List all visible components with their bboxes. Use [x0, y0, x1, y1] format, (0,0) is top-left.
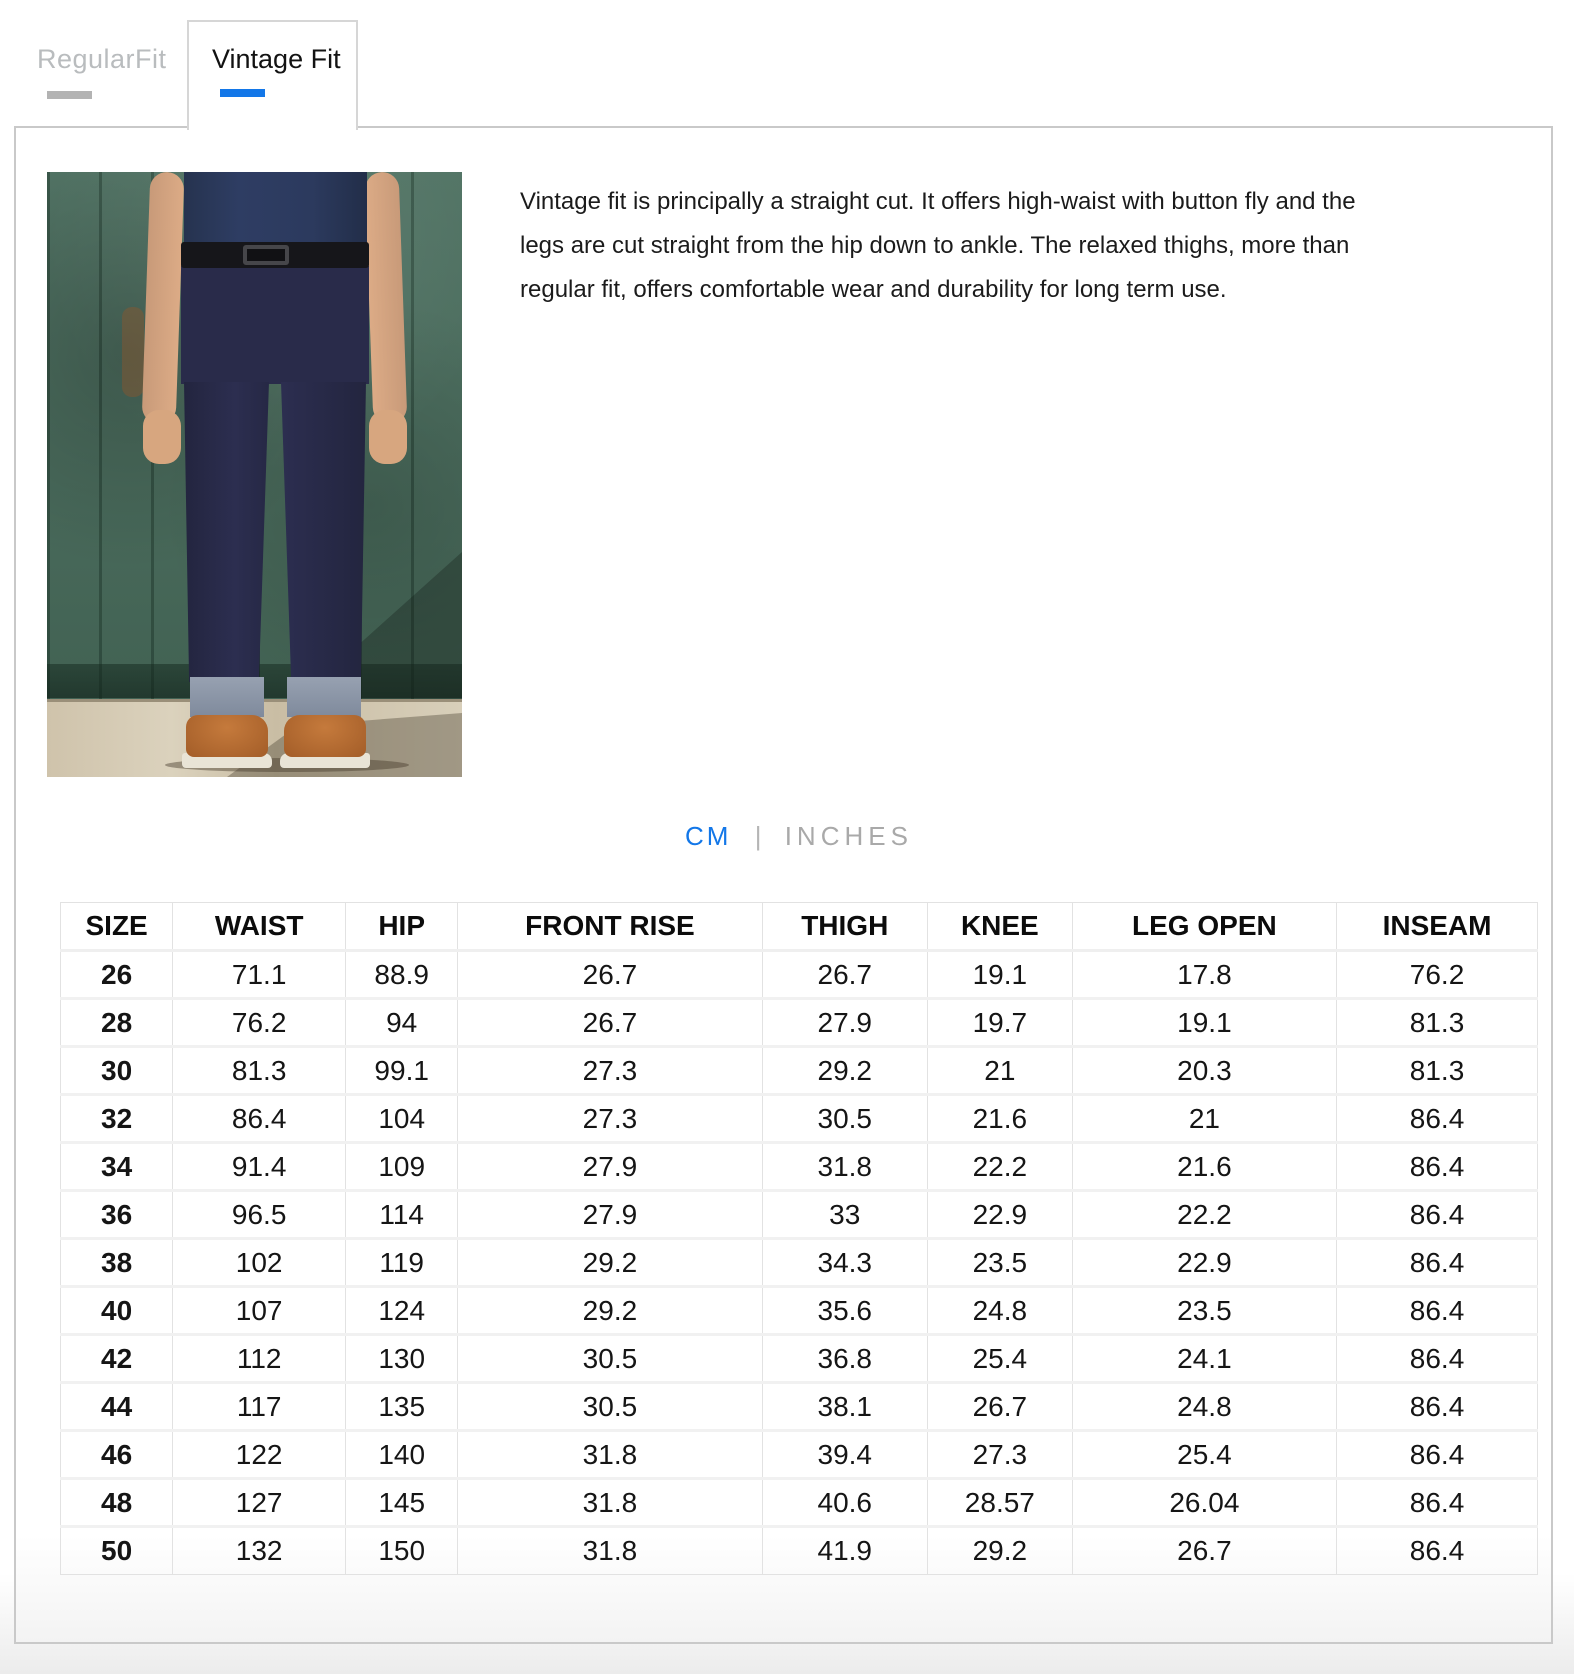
right-boot — [284, 715, 366, 757]
measurement-cell: 86.4 — [1337, 1239, 1538, 1287]
measurement-cell: 107 — [173, 1287, 346, 1335]
measurement-cell: 109 — [346, 1143, 458, 1191]
measurement-cell: 33 — [762, 1191, 927, 1239]
measurement-cell: 24.8 — [927, 1287, 1072, 1335]
tab-regular-fit-underline — [47, 91, 92, 99]
size-cell: 40 — [61, 1287, 173, 1335]
measurement-cell: 150 — [346, 1527, 458, 1575]
measurement-cell: 29.2 — [762, 1047, 927, 1095]
size-chart-table — [60, 902, 1538, 1575]
column-header: INSEAM — [1337, 903, 1538, 951]
tab-regular-fit-label: RegularFit — [37, 44, 167, 74]
measurement-cell: 117 — [173, 1383, 346, 1431]
tab-vintage-fit[interactable] — [187, 20, 358, 130]
size-cell: 32 — [61, 1095, 173, 1143]
table-row — [61, 1095, 1538, 1143]
table-row — [61, 1431, 1538, 1479]
measurement-cell: 71.1 — [173, 951, 346, 999]
measurement-cell: 81.3 — [173, 1047, 346, 1095]
column-header: THIGH — [762, 903, 927, 951]
measurement-cell: 38.1 — [762, 1383, 927, 1431]
measurement-cell: 22.2 — [927, 1143, 1072, 1191]
table-row — [61, 951, 1538, 999]
measurement-cell: 26.7 — [458, 999, 762, 1047]
measurement-cell: 24.8 — [1072, 1383, 1336, 1431]
measurement-cell: 122 — [173, 1431, 346, 1479]
measurement-cell: 30.5 — [762, 1095, 927, 1143]
measurement-cell: 17.8 — [1072, 951, 1336, 999]
measurement-cell: 34.3 — [762, 1239, 927, 1287]
model-left-hand — [143, 410, 181, 464]
measurement-cell: 86.4 — [1337, 1287, 1538, 1335]
table-row — [61, 1383, 1538, 1431]
measurement-cell: 26.7 — [762, 951, 927, 999]
right-cuff — [287, 677, 361, 717]
table-row — [61, 999, 1538, 1047]
measurement-cell: 86.4 — [1337, 1191, 1538, 1239]
measurement-cell: 132 — [173, 1527, 346, 1575]
table-header-row — [61, 903, 1538, 951]
measurement-cell: 27.3 — [458, 1047, 762, 1095]
size-cell: 42 — [61, 1335, 173, 1383]
measurement-cell: 31.8 — [762, 1143, 927, 1191]
size-cell: 26 — [61, 951, 173, 999]
vintage-fit-panel — [14, 126, 1553, 1644]
column-header: WAIST — [173, 903, 346, 951]
measurement-cell: 28.57 — [927, 1479, 1072, 1527]
measurement-cell: 86.4 — [1337, 1527, 1538, 1575]
measurement-cell: 27.9 — [458, 1143, 762, 1191]
jeans-right-leg — [281, 382, 366, 682]
measurement-cell: 19.1 — [927, 951, 1072, 999]
fit-description — [520, 172, 1356, 777]
measurement-cell: 27.9 — [762, 999, 927, 1047]
measurement-cell: 26.04 — [1072, 1479, 1336, 1527]
unit-toggle — [47, 821, 1551, 852]
measurement-cell: 22.2 — [1072, 1191, 1336, 1239]
measurement-cell: 81.3 — [1337, 1047, 1538, 1095]
measurement-cell: 22.9 — [927, 1191, 1072, 1239]
measurement-cell: 27.3 — [458, 1095, 762, 1143]
column-header: HIP — [346, 903, 458, 951]
measurement-cell: 86.4 — [173, 1095, 346, 1143]
measurement-cell: 29.2 — [927, 1527, 1072, 1575]
size-cell: 28 — [61, 999, 173, 1047]
left-cuff — [190, 677, 264, 717]
measurement-cell: 99.1 — [346, 1047, 458, 1095]
measurement-cell: 130 — [346, 1335, 458, 1383]
measurement-cell: 31.8 — [458, 1431, 762, 1479]
measurement-cell: 24.1 — [1072, 1335, 1336, 1383]
navy-tshirt — [184, 172, 367, 252]
rust-patch — [122, 307, 144, 397]
column-header: FRONT RISE — [458, 903, 762, 951]
measurement-cell: 96.5 — [173, 1191, 346, 1239]
measurement-cell: 114 — [346, 1191, 458, 1239]
fit-photo — [47, 172, 462, 777]
measurement-cell: 86.4 — [1337, 1335, 1538, 1383]
measurement-cell: 19.7 — [927, 999, 1072, 1047]
measurement-cell: 145 — [346, 1479, 458, 1527]
measurement-cell: 22.9 — [1072, 1239, 1336, 1287]
measurement-cell: 26.7 — [458, 951, 762, 999]
tab-regular-fit[interactable] — [37, 44, 167, 99]
measurement-cell: 20.3 — [1072, 1047, 1336, 1095]
jeans-left-leg — [184, 382, 269, 682]
measurement-cell: 127 — [173, 1479, 346, 1527]
size-cell: 44 — [61, 1383, 173, 1431]
unit-cm-option[interactable]: CM — [685, 821, 732, 851]
measurement-cell: 23.5 — [927, 1239, 1072, 1287]
table-row — [61, 1143, 1538, 1191]
measurement-cell: 27.3 — [927, 1431, 1072, 1479]
measurement-cell: 25.4 — [1072, 1431, 1336, 1479]
measurement-cell: 86.4 — [1337, 1479, 1538, 1527]
fit-description-line: regular fit, offers comfortable wear and durability for long term use. — [520, 276, 1227, 303]
measurement-cell: 112 — [173, 1335, 346, 1383]
measurement-cell: 86.4 — [1337, 1431, 1538, 1479]
measurement-cell: 76.2 — [1337, 951, 1538, 999]
table-row — [61, 1239, 1538, 1287]
jeans-hip — [181, 266, 369, 384]
size-cell: 48 — [61, 1479, 173, 1527]
model-right-hand — [369, 410, 407, 464]
measurement-cell: 27.9 — [458, 1191, 762, 1239]
table-row — [61, 1527, 1538, 1575]
measurement-cell: 119 — [346, 1239, 458, 1287]
measurement-cell: 26.7 — [1072, 1527, 1336, 1575]
table-row — [61, 1479, 1538, 1527]
measurement-cell: 86.4 — [1337, 1095, 1538, 1143]
measurement-cell: 35.6 — [762, 1287, 927, 1335]
measurement-cell: 21 — [927, 1047, 1072, 1095]
measurement-cell: 26.7 — [927, 1383, 1072, 1431]
size-cell: 30 — [61, 1047, 173, 1095]
tab-vintage-fit-label: Vintage Fit — [212, 44, 341, 74]
measurement-cell: 41.9 — [762, 1527, 927, 1575]
unit-separator: | — [754, 821, 762, 851]
measurement-cell: 21.6 — [1072, 1143, 1336, 1191]
column-header: SIZE — [61, 903, 173, 951]
size-cell: 38 — [61, 1239, 173, 1287]
measurement-cell: 102 — [173, 1239, 346, 1287]
measurement-cell: 91.4 — [173, 1143, 346, 1191]
size-cell: 46 — [61, 1431, 173, 1479]
table-row — [61, 1335, 1538, 1383]
measurement-cell: 31.8 — [458, 1527, 762, 1575]
measurement-cell: 29.2 — [458, 1239, 762, 1287]
measurement-cell: 21 — [1072, 1095, 1336, 1143]
column-header: LEG OPEN — [1072, 903, 1336, 951]
measurement-cell: 36.8 — [762, 1335, 927, 1383]
size-table-body — [61, 951, 1538, 1575]
measurement-cell: 104 — [346, 1095, 458, 1143]
measurement-cell: 76.2 — [173, 999, 346, 1047]
unit-inches-option[interactable]: INCHES — [784, 821, 913, 851]
measurement-cell: 25.4 — [927, 1335, 1072, 1383]
size-cell: 50 — [61, 1527, 173, 1575]
measurement-cell: 124 — [346, 1287, 458, 1335]
measurement-cell: 39.4 — [762, 1431, 927, 1479]
measurement-cell: 81.3 — [1337, 999, 1538, 1047]
measurement-cell: 86.4 — [1337, 1143, 1538, 1191]
size-cell: 36 — [61, 1191, 173, 1239]
table-row — [61, 1287, 1538, 1335]
measurement-cell: 30.5 — [458, 1383, 762, 1431]
fit-description-line: Vintage fit is principally a straight cut. It offers high-waist with button fly and the — [520, 188, 1356, 215]
table-row — [61, 1047, 1538, 1095]
measurement-cell: 88.9 — [346, 951, 458, 999]
measurement-cell: 19.1 — [1072, 999, 1336, 1047]
fit-tabs — [0, 0, 1574, 128]
measurement-cell: 94 — [346, 999, 458, 1047]
measurement-cell: 86.4 — [1337, 1383, 1538, 1431]
size-cell: 34 — [61, 1143, 173, 1191]
measurement-cell: 31.8 — [458, 1479, 762, 1527]
fit-description-line: legs are cut straight from the hip down to ankle. The relaxed thighs, more than — [520, 232, 1350, 259]
measurement-cell: 21.6 — [927, 1095, 1072, 1143]
belt-buckle — [243, 245, 289, 265]
measurement-cell: 135 — [346, 1383, 458, 1431]
left-boot — [186, 715, 268, 757]
table-row — [61, 1191, 1538, 1239]
measurement-cell: 23.5 — [1072, 1287, 1336, 1335]
tab-vintage-fit-underline — [220, 89, 265, 97]
column-header: KNEE — [927, 903, 1072, 951]
measurement-cell: 30.5 — [458, 1335, 762, 1383]
measurement-cell: 40.6 — [762, 1479, 927, 1527]
measurement-cell: 29.2 — [458, 1287, 762, 1335]
measurement-cell: 140 — [346, 1431, 458, 1479]
